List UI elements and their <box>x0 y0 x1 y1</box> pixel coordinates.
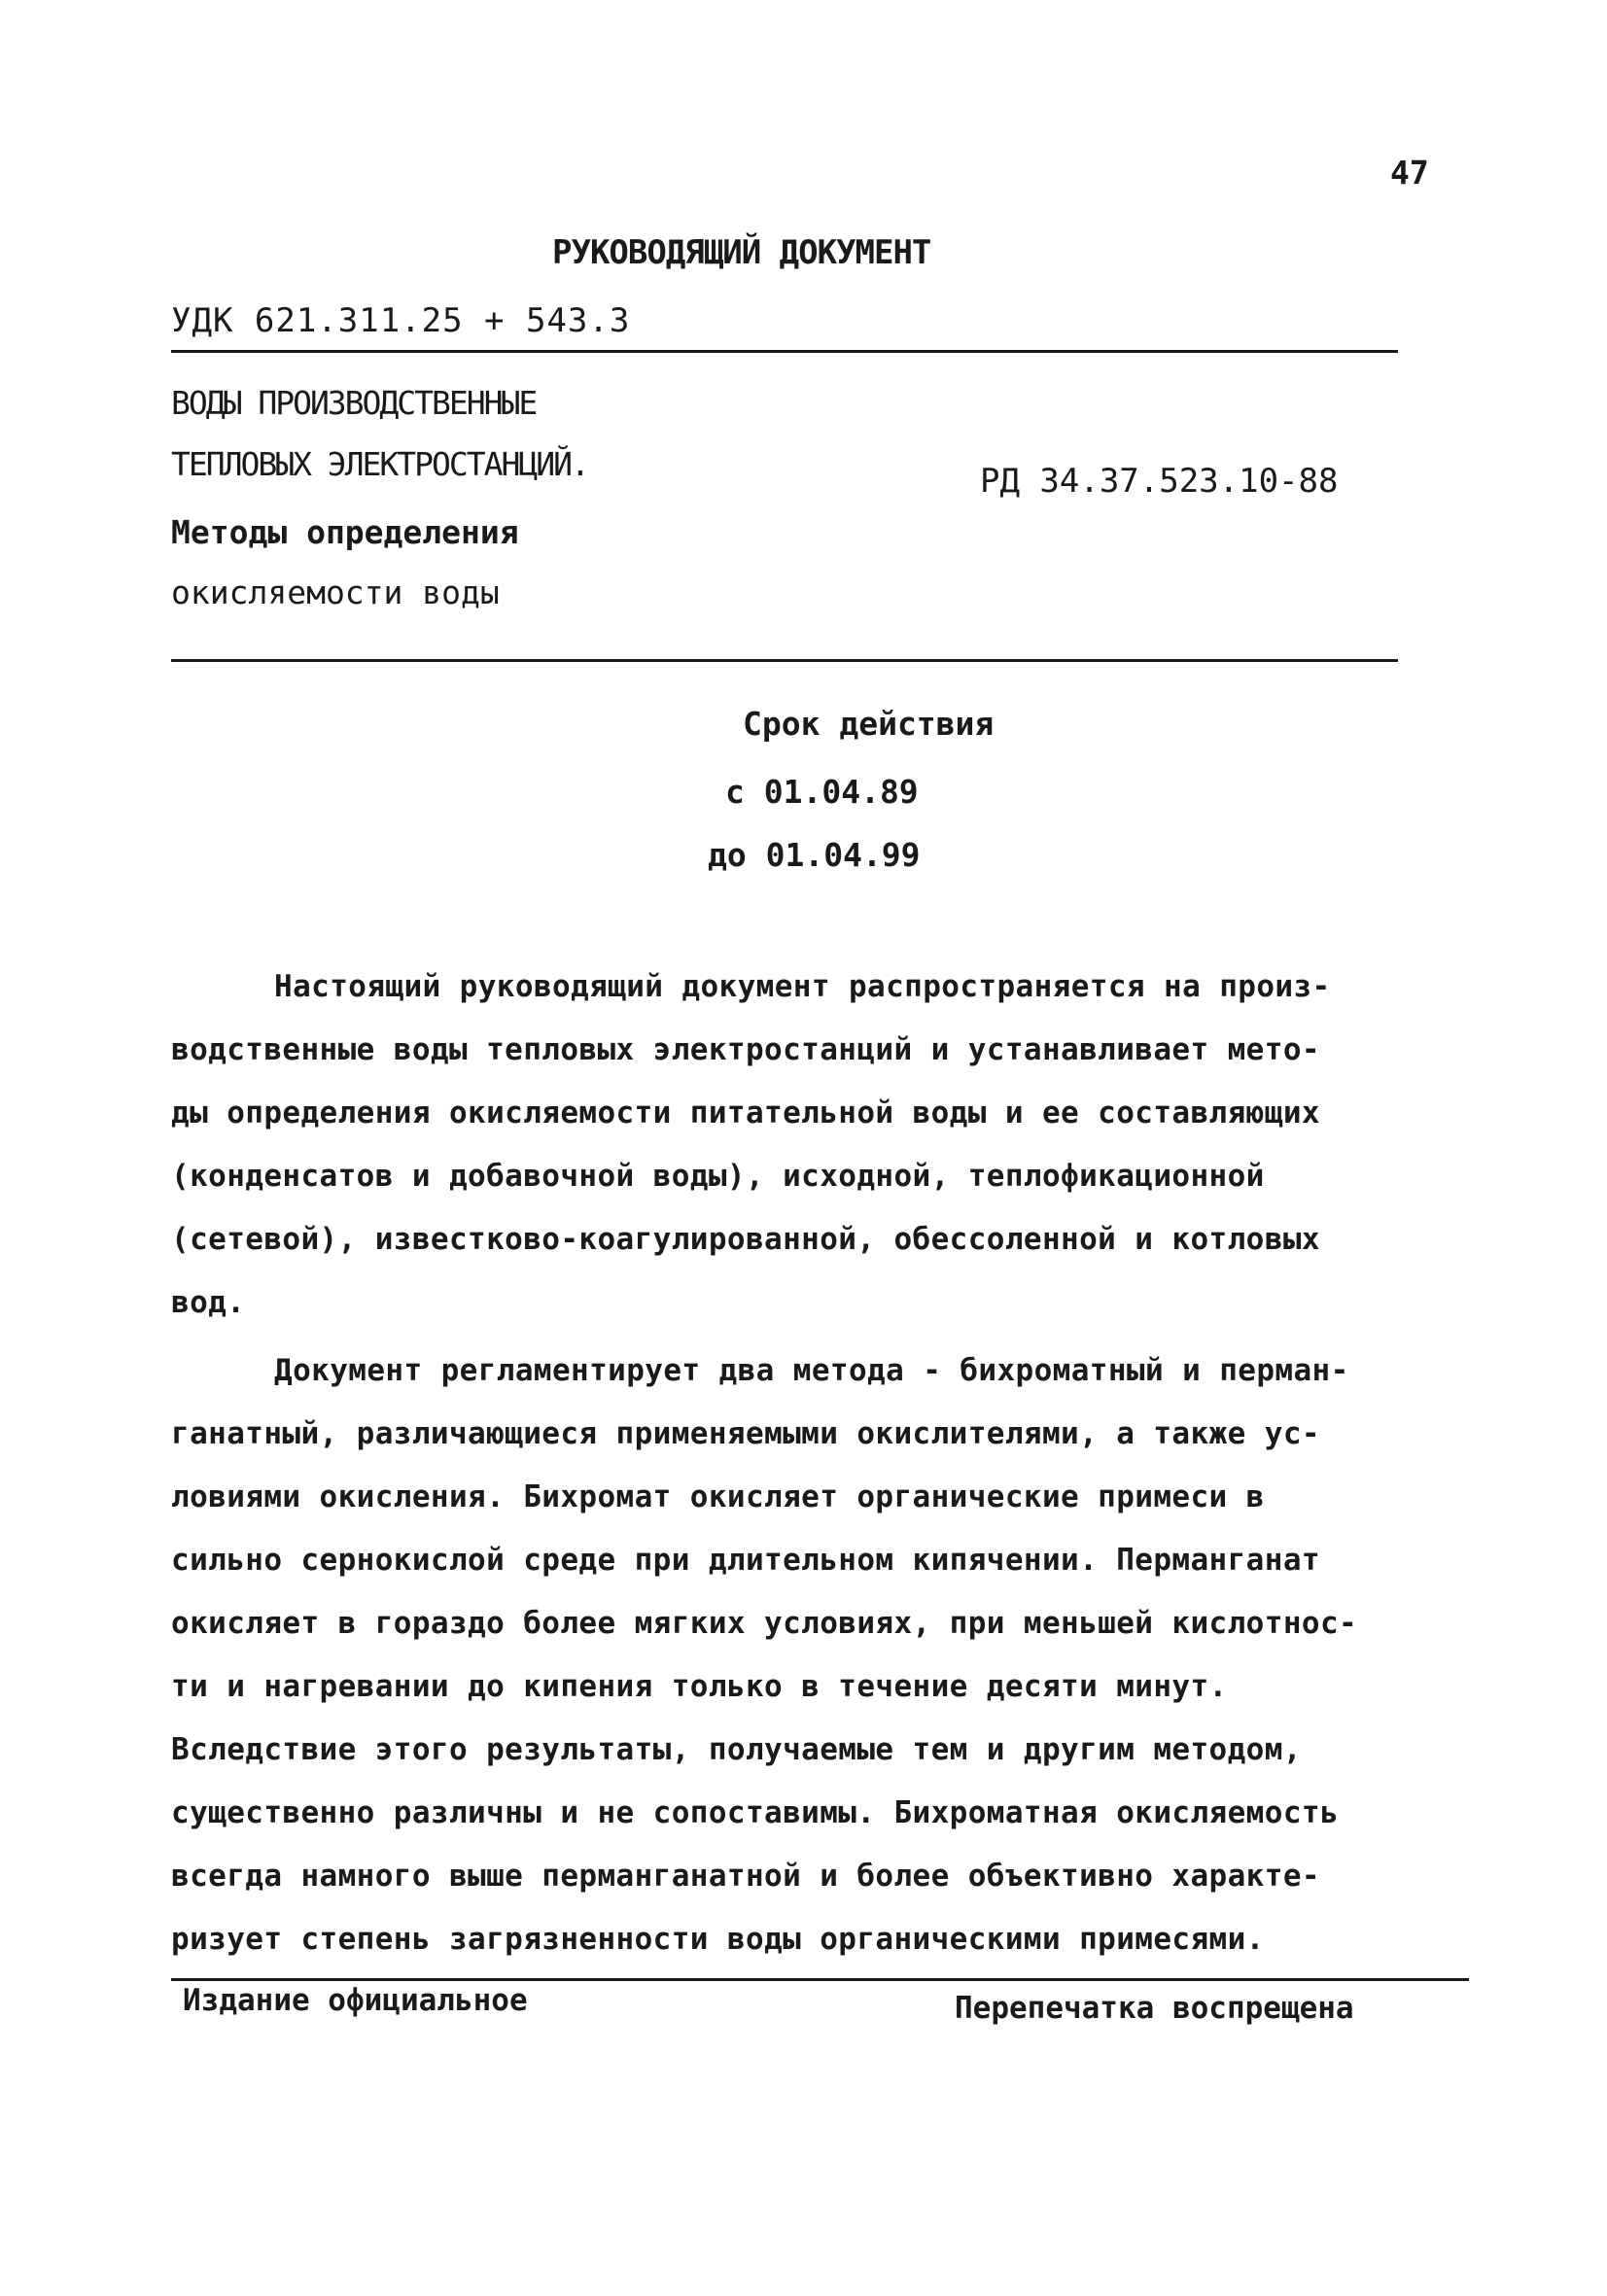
paragraph-line: (конденсатов и добавочной воды), исходной, теплофикационной <box>171 1159 1265 1194</box>
paragraph-line: вод. <box>171 1285 246 1320</box>
paragraph-line: ти и нагревании до кипения только в течение десяти минут. <box>171 1669 1228 1704</box>
footer-reprint-prohibited: Перепечатка воспрещена <box>955 1991 1354 2026</box>
top-rule <box>171 350 1398 353</box>
paragraph-line: ризует степень загрязненности воды органическими примесями. <box>171 1922 1265 1957</box>
paragraph-line: ды определения окисляемости питательной воды и ее составляющих <box>171 1096 1320 1131</box>
validity-label: Срок действия <box>743 705 995 743</box>
title-bottom-rule <box>171 659 1398 662</box>
udc-code: УДК 621.311.25 + 543.3 <box>171 301 631 340</box>
document-type-heading: РУКОВОДЯЩИЙ ДОКУМЕНТ <box>552 233 931 272</box>
title-line-4: окисляемости воды <box>171 574 500 611</box>
title-line-2: ТЕПЛОВЫХ ЭЛЕКТРОСТАНЦИЙ. <box>171 445 588 483</box>
paragraph-line: существенно различны и не сопоставимы. Бихроматная окисляемость <box>171 1795 1340 1830</box>
paragraph-line: Документ регламентирует два метода - бихроматный и перман- <box>274 1353 1349 1388</box>
title-line-1: ВОДЫ ПРОИЗВОДСТВЕННЫЕ <box>171 384 537 422</box>
paragraph-line: (сетевой), известково-коагулированной, обессоленной и котловых <box>171 1222 1320 1257</box>
page-number: 47 <box>1390 154 1429 191</box>
title-line-3: Методы определения <box>171 513 519 551</box>
paragraph-line: Вследствие этого результаты, получаемые тем и другим методом, <box>171 1732 1302 1767</box>
document-code: РД 34.37.523.10-88 <box>980 462 1339 501</box>
paragraph-line: всегда намного выше перманганатной и более объективно характе- <box>171 1859 1320 1894</box>
paragraph-line: Настоящий руководящий документ распространяется на произ- <box>274 969 1331 1004</box>
paragraph-line: окисляет в гораздо более мягких условиях, при меньшей кислотнос- <box>171 1606 1358 1641</box>
paragraph-line: ганатный, различающиеся применяемыми окислителями, а также ус- <box>171 1416 1320 1451</box>
paragraph-line: сильно сернокислой среде при длительном кипячении. Перманганат <box>171 1543 1320 1578</box>
footer-official-edition: Издание официальное <box>183 1983 528 2018</box>
validity-to: до 01.04.99 <box>708 836 921 874</box>
validity-from: с 01.04.89 <box>725 773 919 811</box>
footer-rule <box>171 1978 1469 1981</box>
paragraph-line: ловиями окисления. Бихромат окисляет органические примеси в <box>171 1479 1265 1514</box>
paragraph-line: водственные воды тепловых электростанций и устанавливает мето- <box>171 1032 1320 1067</box>
